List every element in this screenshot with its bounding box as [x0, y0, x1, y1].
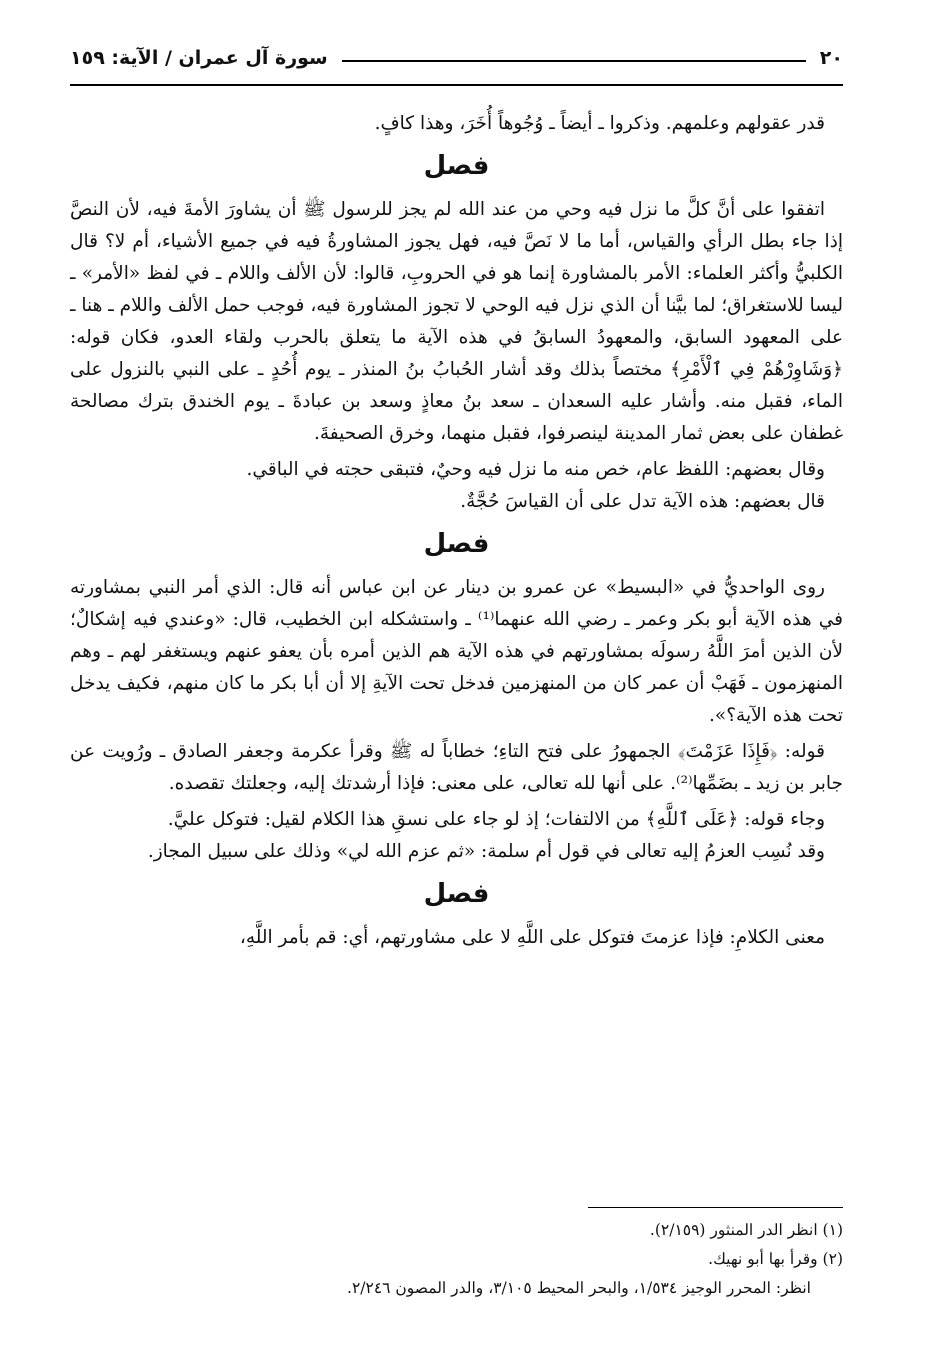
paragraph: وقد نُسِب العزمُ إليه تعالى في قول أم سلمة: «ثم عزم الله لي» وذلك على سبيل المجاز. [147, 841, 825, 862]
paragraph: وجاء قوله: ﴿عَلَى ٱللَّهِ﴾ من الالتفات؛ إذ لو جاء على نسقِ هذا الكلام لقيل: فتوكل عليَّ. [167, 809, 825, 830]
paragraph: قال بعضهم: هذه الآية تدل على أن القياسَ حُجَّةٌ. [460, 491, 825, 512]
footnotes [70, 1216, 843, 1303]
footnote-2-source: انظر: المحرر الوجيز ١/٥٣٤، والبحر المحيط ٣/١٠٥، والدر المصون ٢/٢٤٦. [347, 1279, 811, 1297]
main-text [70, 108, 843, 954]
running-header [70, 40, 843, 76]
section-heading: فصل [423, 151, 490, 181]
page-number: ٢٠ [819, 47, 843, 69]
footnote-1: (١) انظر الدر المنثور (٢/١٥٩). [649, 1221, 843, 1239]
footnote-divider [588, 1207, 843, 1208]
header-rule [342, 60, 806, 62]
paragraph: قوله: ﴿فَإِذَا عَزَمْتَ﴾ الجمهورُ على فتح التاءِ؛ خطاباً له ﷺ وقرأ عكرمة وجعفر الصادق ـ ورُويت عن جابر بن زيد ـ بضَمِّها⁽²⁾. على أنها لله تعالى، على معنى: فإذا أرشدتك إليه، وجعلتك تقصده. [70, 741, 843, 794]
section-heading: فصل [423, 879, 490, 909]
paragraph: اتفقوا على أنَّ كلَّ ما نزل فيه وحي من عند الله لم يجز للرسول ﷺ أن يشاورَ الأمةَ فيه، لأن النصَّ إذا جاء بطل الرأي والقياس، أما ما لا نَصَّ فيه، فهل يجوز المشاورةُ فيه في جميع الأشياء، أم لا؟ قال الكلبيُّ وأكثر العلماء: الأمر بالمشاورة إنما هو في الحروبِ، قالوا: لأن الألف واللام ـ في لفظ «الأمر» ـ ليسا للاستغراق؛ لما بيَّنا أن الذي نزل فيه الوحي لا تجوز المشاورة فيه، فوجب حمل الألف واللام ـ هنا ـ على المعهود السابق، والمعهودُ السابقُ في هذه الآية ما يتعلق بالحرب ولقاء العدو، فكان قوله: ﴿وَشَاوِرْهُمْ فِي ٱلْأَمْرِ﴾ مختصاً بذلك وقد أشار الحُبابُ بنُ المنذر ـ يوم أُحُدٍ ـ على النبي بالنزول على الماء، فقبل منه. وأشار عليه السعدان ـ سعد بنُ معاذٍ وسعد بن عبادةَ ـ يوم الخندق بترك مصالحة غطفان على بعض ثمار المدينة لينصرفوا، فقبل منهما، وخرق الصحيفةَ. [70, 199, 843, 444]
footnote-2: (٢) وقرأ بها أبو نهيك. [708, 1250, 843, 1268]
surah-title: سورة آل عمران / الآية: ١٥٩ [70, 47, 328, 69]
header-divider [70, 84, 843, 86]
paragraph: قدر عقولهم وعلمهم. وذكروا ـ أيضاً ـ وُجُوهاً أُخَرَ، وهذا كافٍ. [374, 113, 825, 134]
paragraph: معنى الكلامِ: فإذا عزمتَ فتوكل على اللَّهِ لا على مشاورتهم، أي: قم بأمر اللَّهِ، [239, 927, 825, 948]
book-page [70, 0, 843, 1368]
paragraph: روى الواحديُّ في «البسيط» عن عمرو بن دينار عن ابن عباس أنه قال: الذي أمر النبي بمشاورته في هذه الآية أبو بكر وعمر ـ رضي الله عنهما⁽¹⁾ ـ واستشكله ابن الخطيب، قال: «وعندي فيه إشكالٌ؛ لأن الذين أمرَ اللَّهُ رسولَه بمشاورتهم في هذه الآية هم الذين أمره بأن يعفو عنهم ويستغفر لهم ـ وهم المنهزمون ـ فَهَبْ أن عمر كان من المنهزمين فدخل تحت الآيةِ إلا أن أبا بكر ما كان منهم، فكيف يدخل تحت هذه الآية؟». [70, 577, 843, 726]
section-heading: فصل [423, 529, 490, 559]
paragraph: وقال بعضهم: اللفظ عام، خص منه ما نزل فيه وحيٌ، فتبقى حجته في الباقي. [246, 459, 825, 480]
